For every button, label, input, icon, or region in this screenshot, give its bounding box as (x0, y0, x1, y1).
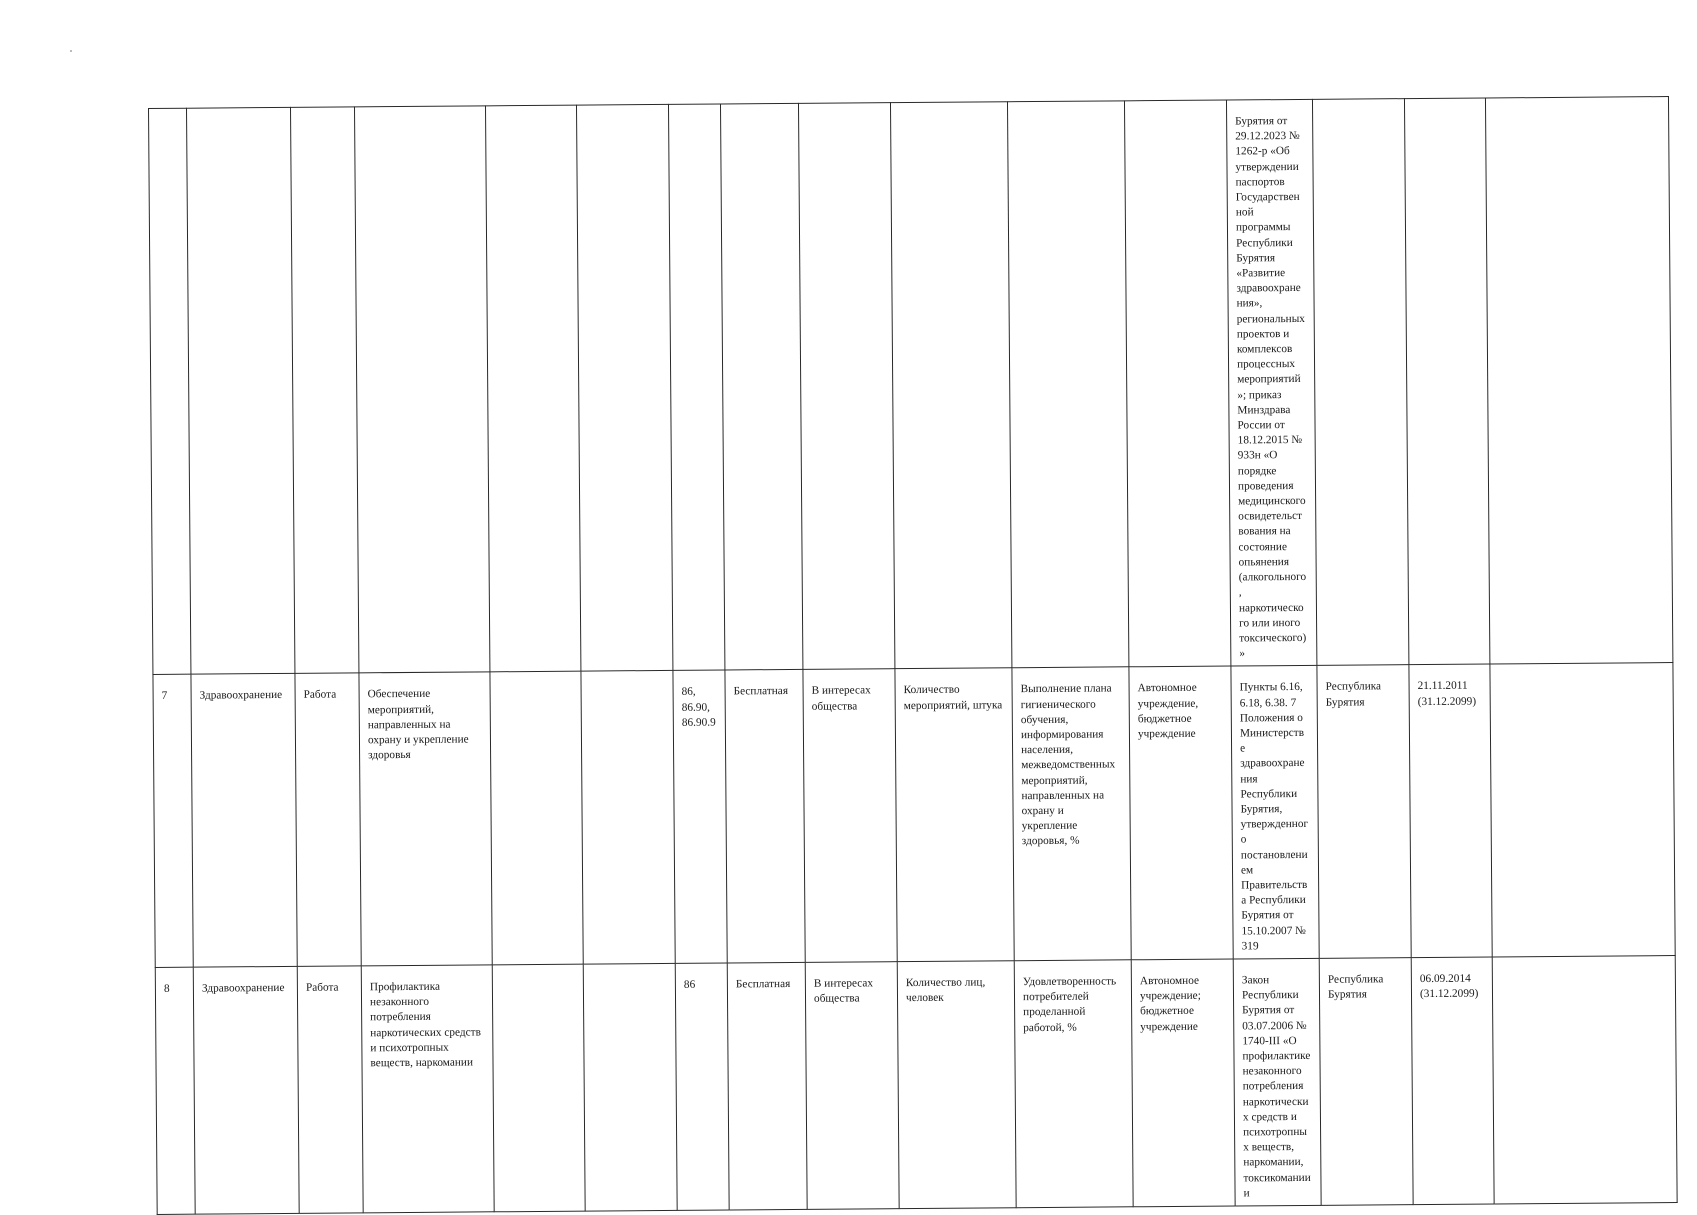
cell-payment: Бесплатная (725, 670, 805, 963)
cell-quality-indicator (1007, 101, 1128, 668)
cell-consumers: В интересах общества (805, 962, 899, 1210)
cell-col6 (581, 671, 675, 964)
cell-okved: 86, 86.90, 86.90.9 (673, 670, 727, 963)
cell-col6 (576, 104, 672, 671)
cell-dates: 06.09.2014 (31.12.2099) (1411, 957, 1494, 1205)
cell-last (1492, 956, 1677, 1204)
cell-sphere: Здравоохранение (191, 674, 297, 967)
cell-quality-indicator: Выполнение плана гигиенического обучения, информирования населения, межведомственных мероприятий, направленных на охрану и укрепление здоровья, % (1012, 667, 1131, 961)
table-row-7 (153, 663, 1675, 968)
cell-payment: Бесплатная (727, 962, 807, 1210)
cell-col6 (583, 963, 677, 1211)
cell-number: 7 (153, 674, 193, 967)
cell-legal-basis: Пункты 6.16, 6.18, 6.38. 7 Положения о Министерстве здравоохранения Республики Бурятия, утвержденного постановлением Правительства Республики Бурятия от 15.10.2007 № 319 (1231, 666, 1319, 959)
cell-name: Обеспечение мероприятий, направленных на охрану и укрепление здоровья (359, 672, 492, 966)
document-sheet (148, 96, 1676, 1200)
cell-institution-type: Автономное учреждение; бюджетное учреждение (1131, 959, 1235, 1207)
cell-sphere (187, 107, 295, 674)
cell-type: Работа (297, 966, 363, 1214)
cell-okved: 86 (675, 963, 729, 1210)
cell-col5 (485, 105, 580, 672)
scan-speck (70, 50, 72, 52)
cell-payment (720, 103, 802, 670)
cell-subject: Республика Бурятия (1317, 665, 1411, 958)
cell-number: 8 (155, 967, 195, 1214)
cell-dates (1404, 98, 1489, 665)
services-registry-table (148, 96, 1678, 1215)
cell-col5 (492, 964, 585, 1212)
cell-last (1485, 97, 1672, 665)
cell-number (149, 108, 191, 675)
cell-name: Профилактика незаконного потребления наркотических средств и психотропных веществ, наркомании (361, 965, 494, 1213)
cell-volume-indicator: Количество лиц, человек (897, 961, 1016, 1209)
legal-basis-text: Бурятия от 29.12.2023 № 1262-р «Об утверждении паспортов Государственной программы Республики Бурятия «Развитие здравоохранения», региональных проектов и комплексов процессных мероприятий»; приказ Минздрава России от 18.12.2015 № 933н «О порядке проведения медицинского освидетельствования на состояние опьянения (алкогольного, наркотического или иного токсического)» (1235, 115, 1307, 660)
cell-institution-type: Автономное учреждение, бюджетное учреждение (1129, 666, 1233, 959)
cell-type (290, 107, 358, 674)
cell-legal-basis (1226, 99, 1316, 666)
cell-volume-indicator: Количество мероприятий, штука (895, 668, 1014, 962)
cell-col5 (490, 671, 583, 964)
table-row-8 (155, 956, 1677, 1215)
cell-volume-indicator (890, 102, 1011, 669)
cell-last (1490, 663, 1675, 957)
cell-legal-basis: Закон Республики Бурятия от 03.07.2006 № 1740-III «О профилактике незаконного потребления наркотических средств и психотропных веществ, наркомании, токсикомании и (1233, 958, 1321, 1206)
cell-institution-type (1124, 100, 1230, 667)
cell-name (354, 106, 489, 673)
cell-okved (668, 104, 724, 671)
table-row-continuation (149, 97, 1673, 675)
cell-consumers (798, 103, 894, 670)
cell-quality-indicator: Удовлетворенность потребителей проделанной работой, % (1014, 960, 1133, 1208)
cell-consumers: В интересах общества (803, 669, 897, 962)
cell-subject (1312, 99, 1408, 666)
cell-sphere: Здравоохранение (193, 966, 299, 1214)
cell-type: Работа (295, 673, 361, 966)
cell-dates: 21.11.2011 (31.12.2099) (1409, 664, 1492, 957)
cell-subject: Республика Бурятия (1319, 958, 1413, 1206)
